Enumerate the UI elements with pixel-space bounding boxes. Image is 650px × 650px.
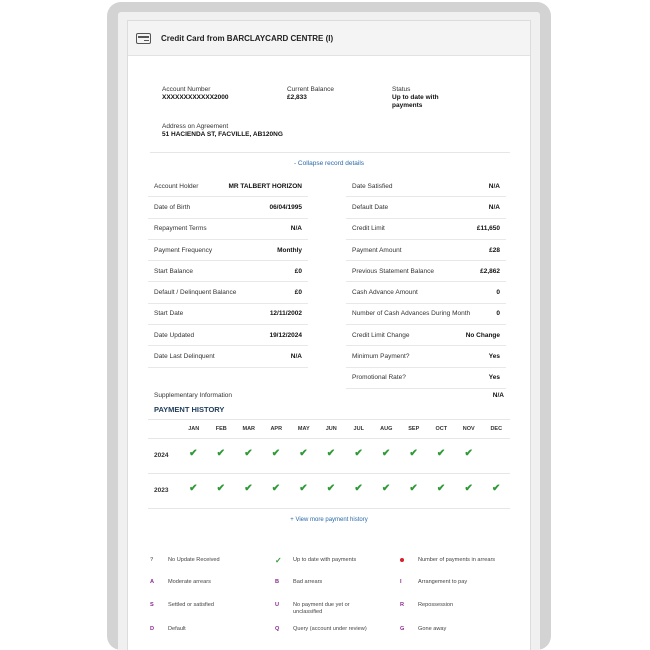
legend-text: No payment due yet or unclassified: [293, 601, 350, 615]
detail-label: Number of Cash Advances During Month: [352, 310, 471, 318]
payment-status-cell: [317, 439, 345, 473]
detail-value: N/A: [488, 203, 500, 211]
payment-status-cell: [372, 439, 400, 473]
check-icon: ✔: [436, 447, 446, 459]
detail-value: N/A: [290, 353, 302, 361]
supplementary-label: Supplementary Information: [154, 392, 233, 400]
address-block: [162, 123, 283, 139]
status-block: [392, 86, 462, 110]
payment-history-grid: [148, 419, 510, 509]
detail-value: £11,650: [476, 225, 500, 233]
check-icon: ✔: [381, 447, 391, 459]
check-icon: ✔: [244, 447, 253, 459]
detail-label: Credit Limit Change: [352, 331, 410, 339]
check-icon: ✔: [381, 482, 391, 494]
card-title: Credit Card from BARCLAYCARD CENTRE (I): [161, 33, 334, 43]
payment-status-cell: [207, 439, 235, 473]
legend-item: [150, 602, 214, 609]
payment-status-cell: [400, 474, 428, 508]
month-header-row: [148, 420, 510, 438]
month-label: MAR: [242, 425, 256, 432]
legend-item: [150, 557, 220, 564]
detail-label: Default Date: [352, 203, 389, 211]
detail-value: £0: [294, 289, 302, 297]
detail-row: [346, 197, 506, 218]
payment-status-cell: [290, 474, 318, 508]
detail-value: 12/11/2002: [269, 310, 302, 318]
month-label: SEP: [408, 425, 420, 432]
month-label: JAN: [188, 425, 200, 432]
payment-status-cell: [427, 439, 455, 473]
month-label: FEB: [215, 425, 227, 432]
detail-label: Start Balance: [154, 267, 194, 275]
record-details: [148, 176, 510, 389]
detail-row: [346, 261, 506, 282]
detail-row: [346, 304, 506, 325]
legend-text: No Update Received: [168, 556, 220, 563]
detail-value: No Change: [465, 331, 500, 339]
legend-symbol: I: [400, 578, 402, 585]
legend-text: Default: [168, 625, 186, 632]
detail-value: Monthly: [277, 246, 302, 254]
check-icon: ✔: [354, 482, 363, 494]
legend-symbol: A: [150, 578, 155, 585]
detail-value: 0: [496, 289, 500, 297]
credit-record-card: [127, 20, 531, 650]
detail-row: [346, 240, 506, 261]
legend-text: Up to date with payments: [293, 556, 357, 563]
payment-status-cell: [235, 439, 263, 473]
payment-status-cell: [290, 439, 318, 473]
detail-label: Start Date: [154, 310, 184, 318]
account-summary: [150, 56, 510, 153]
detail-row: [148, 261, 308, 282]
check-icon: ✔: [409, 447, 418, 459]
legend-item: [275, 579, 322, 586]
legend-symbol: ?: [150, 556, 154, 563]
payment-status-cell: [427, 474, 455, 508]
current-balance-value: £2,833: [287, 94, 307, 101]
detail-label: Date of Birth: [154, 203, 191, 211]
month-label: AUG: [380, 425, 393, 432]
check-icon: ✔: [464, 447, 473, 459]
detail-row: [148, 304, 308, 325]
payment-status-cell: [455, 439, 483, 473]
payment-status-cell: [482, 439, 510, 473]
legend-text: Gone away: [418, 625, 447, 632]
payment-status-cell: [180, 439, 208, 473]
detail-label: Repayment Terms: [154, 225, 207, 233]
month-label: APR: [270, 425, 283, 432]
detail-row: [346, 325, 506, 346]
legend-item: [275, 626, 367, 633]
legend-text: Bad arrears: [293, 578, 323, 585]
detail-row: [148, 219, 308, 240]
current-balance-label: Current Balance: [287, 86, 334, 93]
check-icon: ✔: [409, 482, 418, 494]
detail-row: [148, 282, 308, 303]
check-icon: ✔: [326, 447, 336, 459]
detail-value: 0: [496, 310, 500, 318]
detail-label: Cash Advance Amount: [352, 289, 418, 297]
detail-row: [346, 346, 506, 367]
legend-item: [400, 579, 467, 586]
check-icon: ✔: [216, 482, 226, 494]
legend-symbol: Q: [275, 625, 280, 632]
detail-row: [346, 219, 506, 240]
year-row: [148, 438, 510, 473]
legend-symbol: R: [400, 601, 405, 608]
month-label: OCT: [435, 425, 448, 432]
check-icon: ✓: [275, 555, 282, 565]
detail-row: [148, 176, 308, 197]
account-number-value: XXXXXXXXXXXX2000: [162, 94, 229, 101]
detail-label: Date Updated: [154, 331, 195, 339]
legend-symbol: U: [275, 601, 280, 608]
detail-value: N/A: [488, 182, 500, 190]
check-icon: ✔: [189, 482, 198, 494]
detail-row: [148, 240, 308, 261]
detail-value: £0: [294, 267, 302, 275]
check-icon: ✔: [299, 482, 308, 494]
year-rows: [148, 438, 510, 509]
card-header: [128, 21, 530, 56]
supplementary-information: [154, 389, 504, 403]
collapse-record-link[interactable]: - Collapse record details: [293, 160, 365, 167]
detail-label: Date Last Delinquent: [154, 353, 215, 361]
supplementary-value: N/A: [492, 392, 504, 400]
detail-label: Credit Limit: [352, 225, 385, 233]
payment-status-cell: [400, 439, 428, 473]
detail-label: Payment Amount: [352, 246, 402, 254]
legend-symbol: [400, 557, 418, 565]
year-row: [148, 473, 510, 509]
payment-status-cell: [262, 474, 290, 508]
legend-text: Settled or satisfied: [168, 601, 215, 608]
detail-label: Account Holder: [154, 182, 199, 190]
current-balance-block: [287, 86, 334, 102]
detail-label: Date Satisfied: [352, 182, 393, 190]
address-label: Address on Agreement: [162, 123, 229, 130]
detail-label: Promotional Rate?: [352, 374, 406, 382]
detail-label: Minimum Payment?: [352, 353, 410, 361]
detail-value: MR TALBERT HORIZON: [228, 182, 302, 190]
payment-status-cell: [372, 474, 400, 508]
month-label: DEC: [490, 425, 503, 432]
legend-text: Arrangement to pay: [418, 578, 468, 585]
payment-status-legend: [150, 547, 530, 650]
detail-value: 06/04/1995: [269, 203, 302, 211]
legend-symbol: S: [150, 601, 154, 608]
legend-symbol: G: [400, 625, 405, 632]
legend-item: [400, 602, 453, 609]
year-label: 2024: [154, 452, 169, 460]
check-icon: ✔: [299, 447, 308, 459]
detail-row: [148, 346, 308, 367]
check-icon: ✔: [326, 482, 336, 494]
detail-value: Yes: [488, 374, 500, 382]
check-icon: ✔: [436, 482, 446, 494]
legend-item: [400, 626, 446, 633]
detail-value: N/A: [290, 225, 302, 233]
year-label: 2023: [154, 487, 169, 495]
detail-value: £28: [489, 246, 500, 254]
month-label: JUL: [353, 425, 364, 432]
detail-value: Yes: [488, 353, 500, 361]
payment-status-cell: [235, 474, 263, 508]
detail-row: [148, 197, 308, 218]
legend-item: [150, 579, 211, 586]
address-value: 51 HACIENDA ST, FACVILLE, AB120NG: [162, 131, 283, 138]
view-more-history-link[interactable]: + View more payment history: [290, 516, 368, 523]
legend-item: [150, 626, 186, 633]
legend-text: Number of payments in arrears: [418, 556, 496, 563]
legend-symbol: B: [275, 578, 280, 585]
check-icon: ✔: [491, 482, 501, 494]
payment-status-cell: [482, 474, 510, 508]
detail-label: Previous Statement Balance: [352, 267, 435, 275]
payment-status-cell: [345, 474, 373, 508]
detail-row: [346, 282, 506, 303]
detail-label: Payment Frequency: [154, 246, 213, 254]
payment-status-cell: [262, 439, 290, 473]
legend-symbol: D: [150, 625, 155, 632]
legend-item: [275, 557, 356, 564]
legend-item: [400, 557, 495, 565]
account-number-block: [162, 86, 229, 102]
payment-status-cell: [207, 474, 235, 508]
payment-status-cell: [317, 474, 345, 508]
check-icon: ✔: [244, 482, 253, 494]
legend-item: [275, 602, 373, 616]
legend-text: Query (account under review): [293, 625, 367, 632]
status-value: Up to date with payments: [392, 94, 439, 109]
month-label: JUN: [325, 425, 337, 432]
detail-value: 19/12/2024: [269, 331, 302, 339]
screen: [118, 12, 540, 650]
details-right-column: [346, 176, 506, 389]
payment-status-cell: [180, 474, 208, 508]
credit-card-icon: [136, 33, 151, 44]
legend-text: Moderate arrears: [168, 578, 211, 585]
payment-status-cell: [455, 474, 483, 508]
check-icon: ✔: [271, 447, 281, 459]
month-label: NOV: [462, 425, 475, 432]
detail-row: [148, 325, 308, 346]
check-icon: ✔: [216, 447, 226, 459]
detail-row: [346, 176, 506, 197]
arrears-dot-icon: [400, 558, 404, 562]
payment-history-title: PAYMENT HISTORY: [154, 404, 225, 414]
legend-text: Repossession: [418, 601, 454, 608]
month-label: MAY: [297, 425, 310, 432]
check-icon: ✔: [271, 482, 281, 494]
status-label: Status: [392, 86, 411, 93]
detail-label: Default / Delinquent Balance: [154, 289, 237, 297]
detail-value: £2,862: [480, 267, 500, 275]
payment-status-cell: [345, 439, 373, 473]
account-number-label: Account Number: [162, 86, 211, 93]
details-left-column: [148, 176, 308, 389]
check-icon: ✔: [354, 447, 363, 459]
check-icon: ✔: [189, 447, 198, 459]
check-icon: ✔: [464, 482, 473, 494]
detail-row: [346, 368, 506, 389]
